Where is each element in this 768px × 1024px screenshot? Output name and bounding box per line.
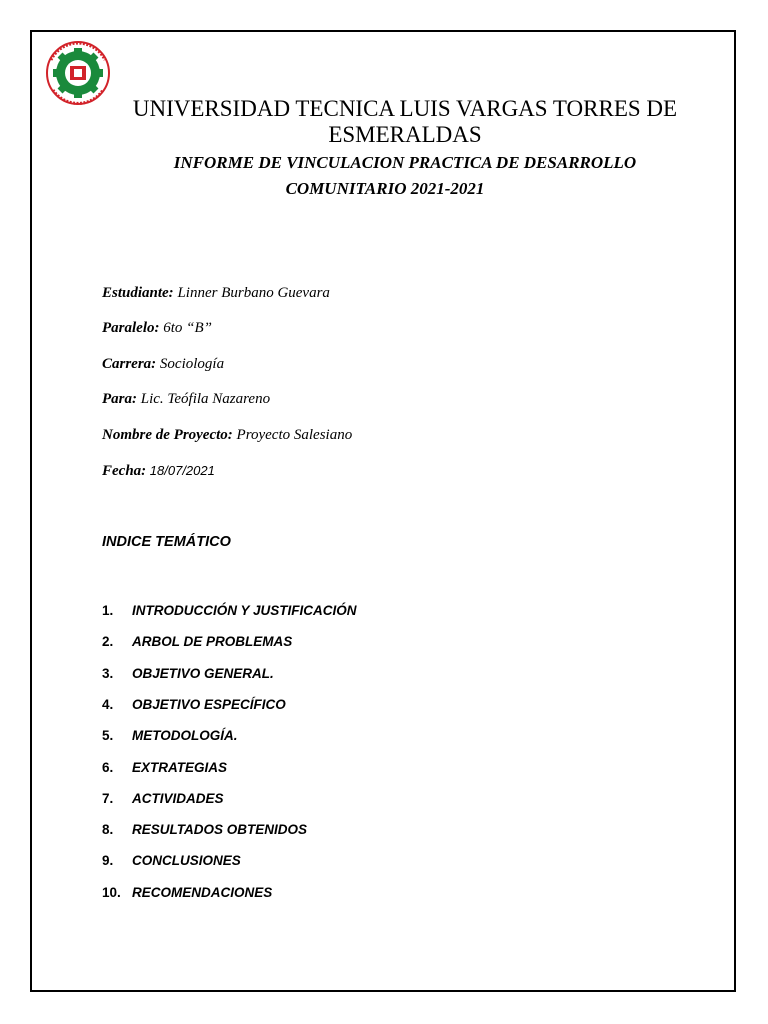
report-title-line2: COMUNITARIO 2021-2021: [285, 179, 485, 198]
field-value: Lic. Teófila Nazareno: [137, 391, 271, 407]
toc-number: 7.: [102, 791, 114, 806]
toc-number: 2.: [102, 634, 114, 649]
index-heading: INDICE TEMÁTICO: [102, 534, 231, 550]
toc-item: [102, 885, 272, 900]
field-label: Paralelo:: [102, 320, 160, 336]
toc-text: ARBOL DE PROBLEMAS: [132, 634, 293, 649]
toc-number: 3.: [102, 666, 114, 681]
field-label: Nombre de Proyecto:: [102, 427, 233, 443]
logo-ring: [47, 42, 109, 104]
toc-item: [102, 760, 227, 775]
toc-item: [102, 666, 274, 681]
field-value: Proyecto Salesiano: [232, 427, 353, 443]
toc-text: RECOMENDACIONES: [132, 885, 273, 900]
toc-item: [102, 697, 286, 712]
university-logo: [43, 40, 113, 106]
toc-text: EXTRATEGIAS: [132, 760, 228, 775]
toc-number: 5.: [102, 728, 114, 743]
field-carrera: [102, 356, 224, 373]
toc-item: [102, 634, 292, 649]
field-value: 6to “B”: [159, 320, 213, 336]
field-fecha: [102, 463, 215, 480]
toc-text: INTRODUCCIÓN Y JUSTIFICACIÓN: [132, 603, 357, 618]
field-label: Fecha:: [102, 463, 147, 479]
toc-item: [102, 853, 241, 868]
toc-text: OBJETIVO GENERAL.: [132, 666, 274, 681]
toc-text: OBJETIVO ESPECÍFICO: [132, 697, 286, 712]
toc-text: ACTIVIDADES: [132, 791, 224, 806]
field-label: Estudiante:: [102, 285, 174, 301]
toc-text: METODOLOGÍA.: [132, 728, 238, 743]
field-value: Sociología: [156, 356, 225, 372]
toc-item: [102, 791, 224, 806]
field-label: Carrera:: [102, 356, 157, 372]
field-value: 18/07/2021: [146, 463, 215, 478]
field-nombre-proyecto: [102, 427, 352, 444]
toc-number: 10.: [102, 885, 121, 900]
toc-item: [102, 822, 307, 837]
toc-number: 4.: [102, 697, 114, 712]
report-title-line1: INFORME DE VINCULACION PRACTICA DE DESARROLLO: [173, 153, 637, 172]
field-para: [102, 391, 270, 408]
toc-item: [102, 728, 238, 743]
toc-item: [102, 603, 357, 618]
field-label: Para:: [102, 391, 137, 407]
toc-number: 1.: [102, 603, 114, 618]
field-value: Linner Burbano Guevara: [173, 285, 330, 301]
field-paralelo: [102, 320, 212, 337]
toc-text: CONCLUSIONES: [132, 853, 241, 868]
page-border: [30, 30, 736, 992]
field-estudiante: [102, 285, 330, 302]
toc-number: 9.: [102, 853, 114, 868]
university-name-line1: UNIVERSIDAD TECNICA LUIS VARGAS TORRES DE: [132, 96, 678, 121]
toc-text: RESULTADOS OBTENIDOS: [132, 822, 308, 837]
toc-number: 6.: [102, 760, 114, 775]
toc-number: 8.: [102, 822, 114, 837]
university-name-line2: ESMERALDAS: [328, 122, 482, 147]
